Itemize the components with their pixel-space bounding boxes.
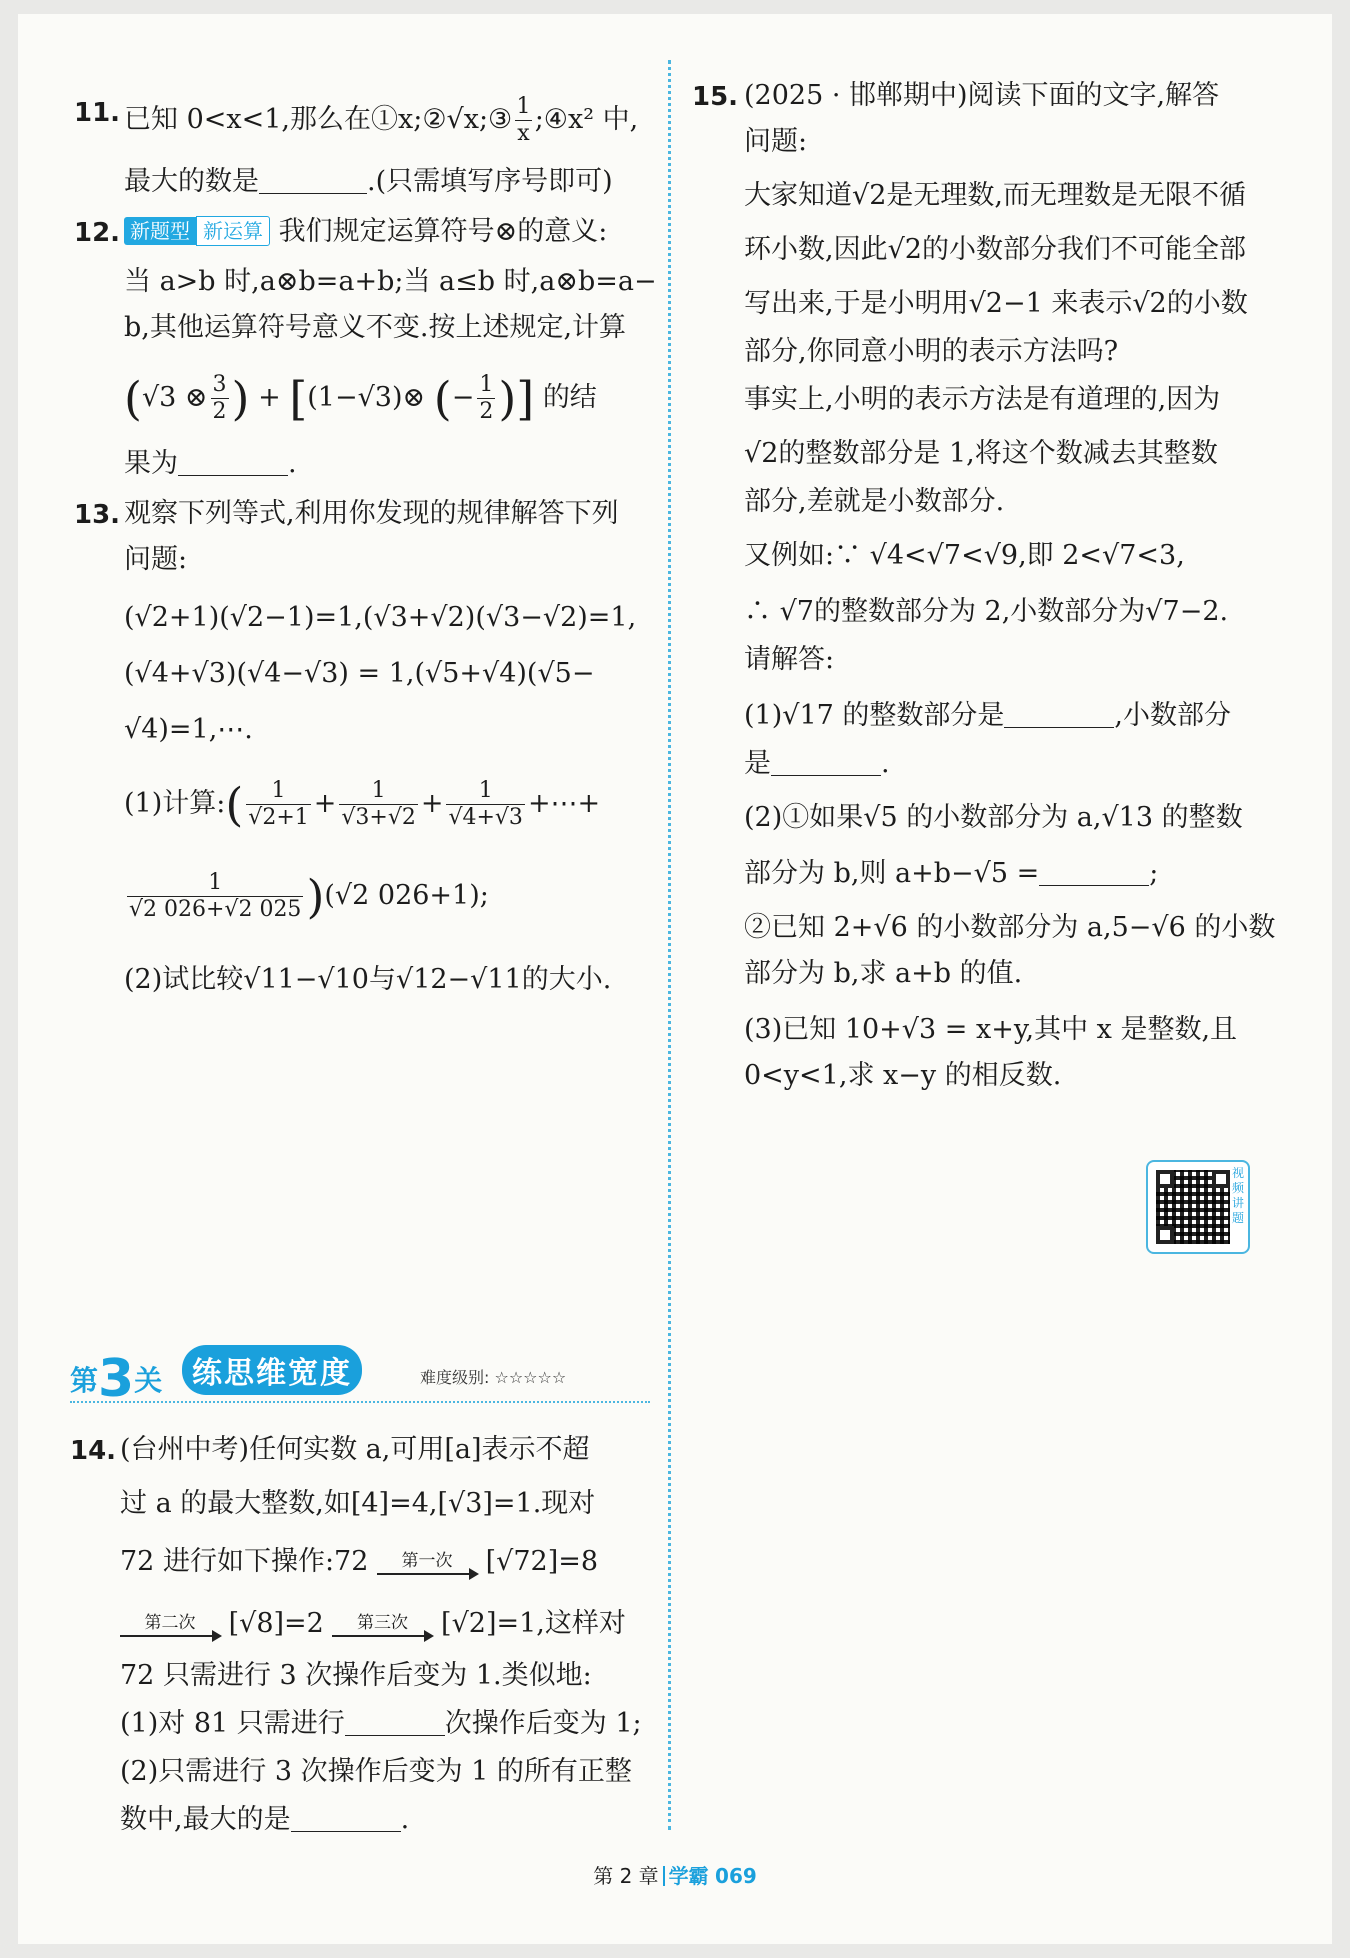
section-title: 练思维宽度 (182, 1345, 362, 1395)
q14-line-6: (1)对 81 只需进行 次操作后变为 1; (120, 1708, 642, 1739)
q14-line-8: 数中,最大的是 . (120, 1804, 410, 1835)
new-type-tag: 新题型 (124, 217, 196, 245)
q12-line-2: 当 a>b 时,a⊗b=a+b;当 a≤b 时,a⊗b=a− (124, 266, 657, 297)
q14-line-3: 72 进行如下操作:72 第一次 [√72]=8 (120, 1546, 599, 1577)
q13-part1-line-2: $\frac{1}{√2 026+√2 025}$ )(√2 026+1); (129, 869, 489, 924)
q14-line-1: (台州中考)任何实数 a,可用[a]表示不超 (120, 1434, 590, 1465)
column-divider (668, 60, 671, 1830)
q15-line-1: (2025 · 邯郸期中)阅读下面的文字,解答 (744, 80, 1220, 111)
q13-line-2: 问题: (124, 544, 188, 575)
section-underline (70, 1401, 650, 1403)
q15-line-11: ∴ √7的整数部分为 2,小数部分为√7−2. (744, 596, 1229, 627)
q15-line-2: 问题: (744, 126, 808, 157)
q14-line-5: 72 只需进行 3 次操作后变为 1.类似地: (120, 1660, 592, 1691)
page-number: 069 (715, 1864, 757, 1888)
q14-line-4: 第二次 [√8]=2 第三次 [√2]=1,这样对 (120, 1606, 626, 1642)
q15-line-14: 是 . (744, 748, 890, 779)
new-operation-tag: 新运算 (196, 216, 270, 246)
q15-line-9: 部分,差就是小数部分. (744, 486, 1005, 517)
q15-answer-blank-1[interactable] (1004, 701, 1114, 728)
q13-line-3: (√2+1)(√2−1)=1,(√3+√2)(√3−√2)=1, (124, 602, 637, 633)
q15-line-16: 部分为 b,则 a+b−√5 = ; (744, 858, 1159, 889)
q15-answer-blank-2[interactable] (771, 749, 881, 776)
q15-line-10: 又例如:∵ √4<√7<√9,即 2<√7<3, (744, 540, 1185, 571)
qr-finder-top-right (1212, 1170, 1230, 1188)
q11-line-1: 已知 0<x<1,那么在①x;②√x;③ $\frac{1}{x}$ ;④x² 中, (124, 94, 639, 146)
video-qr-code[interactable] (1146, 1160, 1250, 1254)
q13-number: 13. (74, 500, 121, 530)
op-arrow-2: 第二次 (120, 1613, 220, 1637)
q15-number: 15. (692, 82, 739, 112)
op-arrow-3: 第三次 (332, 1613, 432, 1637)
q11-fraction: $\frac{1}{x}$ (516, 94, 531, 146)
q11-number: 11. (74, 98, 121, 128)
q15-line-8: √2的整数部分是 1,将这个数减去其整数 (744, 438, 1218, 469)
qr-finder-bottom-left (1156, 1226, 1174, 1244)
q14-answer-blank-1[interactable] (345, 1709, 445, 1736)
q15-line-18: 部分为 b,求 a+b 的值. (744, 958, 1023, 989)
q15-line-5: 写出来,于是小明用√2−1 来表示√2的小数 (744, 288, 1248, 319)
chapter-label: 第 2 章 (593, 1864, 659, 1888)
q12-answer-blank[interactable] (178, 449, 288, 476)
q15-line-12: 请解答: (744, 644, 835, 675)
brand-name: 学霸 (668, 1864, 709, 1888)
q13-line-1: 观察下列等式,利用你发现的规律解答下列 (124, 498, 619, 529)
q15-line-4: 环小数,因此√2的小数部分我们不可能全部 (744, 234, 1246, 265)
q12-line-5: 果为 . (124, 448, 297, 479)
page-footer (0, 1860, 1350, 1889)
q15-line-6: 部分,你同意小明的表示方法吗? (744, 336, 1119, 367)
qr-label: 视频讲题 (1232, 1166, 1245, 1225)
q15-line-20: 0<y<1,求 x−y 的相反数. (744, 1060, 1062, 1091)
q15-line-19: (3)已知 10+√3 = x+y,其中 x 是整数,且 (744, 1014, 1238, 1045)
op-arrow-1: 第一次 (377, 1551, 477, 1575)
q15-line-3: 大家知道√2是无理数,而无理数是无限不循 (744, 180, 1246, 211)
q12-number: 12. (74, 218, 121, 248)
q15-line-17: ②已知 2+√6 的小数部分为 a,5−√6 的小数 (744, 912, 1276, 943)
q14-number: 14. (70, 1436, 117, 1466)
q13-part1-line-1: (1)计算:( $\frac{1}{√2+1}$ + $\frac{1}{√3+√2}$ + $\frac{1}{√4+√3}$ +⋯+ (124, 777, 601, 832)
q12-line-4: (√3 ⊗ $\frac{3}{2}$ ) + [(1−√3)⊗ (− $\frac{1}{2}$ )] 的结 (124, 371, 597, 426)
qr-finder-top-left (1156, 1170, 1174, 1188)
difficulty-rating: 难度级别: ☆☆☆☆☆ (420, 1368, 567, 1387)
q15-answer-blank-3[interactable] (1039, 859, 1149, 886)
q12-line-1: 新题型 新运算 我们规定运算符号⊗的意义: (124, 214, 607, 250)
q15-line-13: (1)√17 的整数部分是 ,小数部分 (744, 700, 1231, 731)
q13-line-4: (√4+√3)(√4−√3) = 1,(√5+√4)(√5− (124, 658, 595, 689)
q15-line-7: 事实上,小明的表示方法是有道理的,因为 (744, 384, 1221, 415)
q11-answer-blank[interactable] (259, 167, 367, 194)
q14-line-7: (2)只需进行 3 次操作后变为 1 的所有正整 (120, 1756, 632, 1787)
q11-line-2: 最大的数是 .(只需填写序号即可) (124, 166, 613, 197)
q12-line-3: b,其他运算符号意义不变.按上述规定,计算 (124, 312, 627, 343)
q15-line-15: (2)①如果√5 的小数部分为 a,√13 的整数 (744, 802, 1243, 833)
q14-answer-blank-2[interactable] (291, 1805, 401, 1832)
q13-part2: (2)试比较√11−√10与√12−√11的大小. (124, 964, 612, 995)
section-level: 第3关 (70, 1349, 163, 1409)
q14-line-2: 过 a 的最大整数,如[4]=4,[√3]=1.现对 (120, 1488, 596, 1519)
q13-line-5: √4)=1,⋯. (124, 714, 253, 745)
